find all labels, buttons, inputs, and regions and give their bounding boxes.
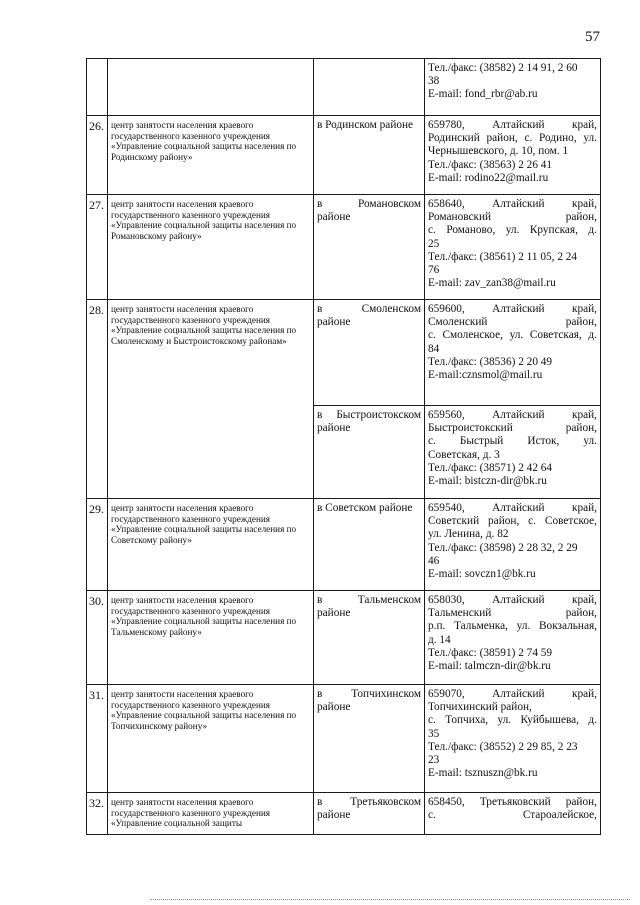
contact-line: Тел./факс: (38598) 2 28 32, 2 29 [428,541,578,554]
district [314,406,425,499]
address-line: 659560, Алтайский край, [428,409,597,421]
address-line: Быстроистокский район, [428,422,597,435]
row-number: 29. [87,499,108,591]
contact-line: Тел./факс: (38561) 2 11 05, 2 24 [428,250,578,263]
district-line: районе [317,316,351,329]
row-number: 27. [87,195,108,300]
address-line: Тальменский район, [428,607,597,620]
district-line: в Третьяковском [317,796,421,808]
district-line: в Тальменском [317,594,421,606]
table-row [87,116,601,195]
address-line: с. Смоленское, ул. Советская, д. [428,329,597,342]
district [314,591,425,685]
address-line: 659780, Алтайский край, [428,119,597,131]
district-line: в Родинском районе [317,119,414,131]
district [314,195,425,300]
contact-line: E-mail: fond_rbr@ab.ru [428,88,538,101]
contact-line: E-mail: bistczn-dir@bk.ru [428,475,547,488]
address-line: 658450, Третьяковский район, [428,796,597,808]
organization-name: центр занятости населения краевого государственного казенного учреждения «Управление социальной защиты [108,793,314,835]
row-number: 28. [87,300,108,499]
address-contacts [425,793,601,835]
contact-line: E-mail: rodino22@mail.ru [428,171,549,184]
contact-line: Тел./факс: (38571) 2 42 64 [428,461,553,474]
address-contacts [425,300,601,406]
row-number: 31. [87,685,108,793]
district-line: районе [317,211,351,224]
table-row [87,793,601,835]
organization-name: центр занятости населения краевого государственного казенного учреждения «Управление социальной защиты населения по Топчихинскому району» [108,685,314,793]
district-line: в Быстроистокском [317,409,421,421]
address-line: Романовский район, [428,211,597,224]
address-line: с. Быстрый Исток, ул. [428,435,597,448]
district [314,685,425,793]
row-number: 32. [87,793,108,835]
address-line: д. 14 [428,633,451,646]
organization-name [108,59,314,116]
district-line: в Топчихинском [317,688,421,700]
address-contacts [425,685,601,793]
table-row [87,59,601,116]
address-line: 659600, Алтайский край, [428,303,597,315]
address-contacts [425,591,601,685]
organization-name: центр занятости населения краевого государственного казенного учреждения «Управление социальной защиты населения по Родинскому району» [108,116,314,195]
district-line: в Романовском [317,198,421,210]
district-line: районе [317,701,351,714]
address-line: с. Романово, ул. Крупская, д. [428,224,597,237]
address-line: 658640, Алтайский край, [428,198,597,210]
organization-name: центр занятости населения краевого государственного казенного учреждения «Управление социальной защиты населения по Тальменскому району» [108,591,314,685]
address-contacts [425,59,601,116]
contact-line: 23 [428,754,440,767]
address-line: 658030, Алтайский край, [428,594,597,606]
contact-line: E-mail: tsznuszn@bk.ru [428,767,538,780]
address-contacts [425,116,601,195]
address-line: р.п. Тальменка, ул. Вокзальная, [428,620,597,633]
contact-line: 46 [428,554,440,567]
organization-name: центр занятости населения краевого государственного казенного учреждения «Управление социальной защиты населения по Советскому району» [108,499,314,591]
district [314,300,425,406]
address-line: с. Топчиха, ул. Куйбышева, д. [428,714,597,727]
address-line: ул. Ленина, д. 82 [428,528,509,541]
district [314,499,425,591]
table-row [87,195,601,300]
contact-line: Тел./факс: (38582) 2 14 91, 2 60 [428,62,578,74]
contact-line: Тел./факс: (38536) 2 20 49 [428,355,553,368]
address-line: Чернышевского, д. 10, пом. 1 [428,145,569,158]
address-line: Советская, д. 3 [428,448,500,461]
address-contacts [425,499,601,591]
contact-line: E-mail: zav_zan38@mail.ru [428,277,556,290]
contact-line: E-mail:cznsmol@mail.ru [428,369,543,382]
contact-line: Тел./факс: (38552) 2 29 85, 2 23 [428,740,578,753]
district-line: районе [317,607,351,620]
district-line: районе [317,422,351,435]
footer-divider [150,899,630,900]
district-line: в Смоленском [317,303,421,315]
address-line: Советский район, с. Советское, [428,515,597,528]
table-row [87,591,601,685]
district [314,793,425,835]
address-line: 25 [428,237,440,250]
row-number: 30. [87,591,108,685]
contact-line: Тел./факс: (38591) 2 74 59 [428,646,553,659]
address-line: 659540, Алтайский край, [428,502,597,514]
table-row [87,499,601,591]
table-row [87,685,601,793]
district-line: в Советском районе [317,502,413,514]
employment-centers-table [86,58,601,835]
address-contacts [425,406,601,499]
contact-line: E-mail: sovczn1@bk.ru [428,568,536,581]
address-line: 659070, Алтайский край, [428,688,597,700]
contact-line: 38 [428,75,440,88]
table-row [87,300,601,406]
district [314,116,425,195]
district [314,59,425,116]
address-line: Родинский район, с. Родино, ул. [428,132,597,145]
address-line: 84 [428,342,440,355]
contact-line: 76 [428,264,440,277]
district-line: районе [317,809,351,822]
organization-name: центр занятости населения краевого государственного казенного учреждения «Управление социальной защиты населения по Смоленскому и Быстроистокскому районам» [108,300,314,499]
row-number [87,59,108,116]
address-contacts [425,195,601,300]
row-number: 26. [87,116,108,195]
address-line: Смоленский район, [428,316,597,329]
organization-name: центр занятости населения краевого государственного казенного учреждения «Управление социальной защиты населения по Романовскому району» [108,195,314,300]
contact-line: E-mail: talmczn-dir@bk.ru [428,660,551,673]
page-number: 57 [585,29,600,45]
address-line: Топчихинский район, [428,701,532,714]
address-line: 35 [428,727,440,740]
address-line: с. Староалейское, [428,809,597,822]
contact-line: Тел./факс: (38563) 2 26 41 [428,158,553,171]
